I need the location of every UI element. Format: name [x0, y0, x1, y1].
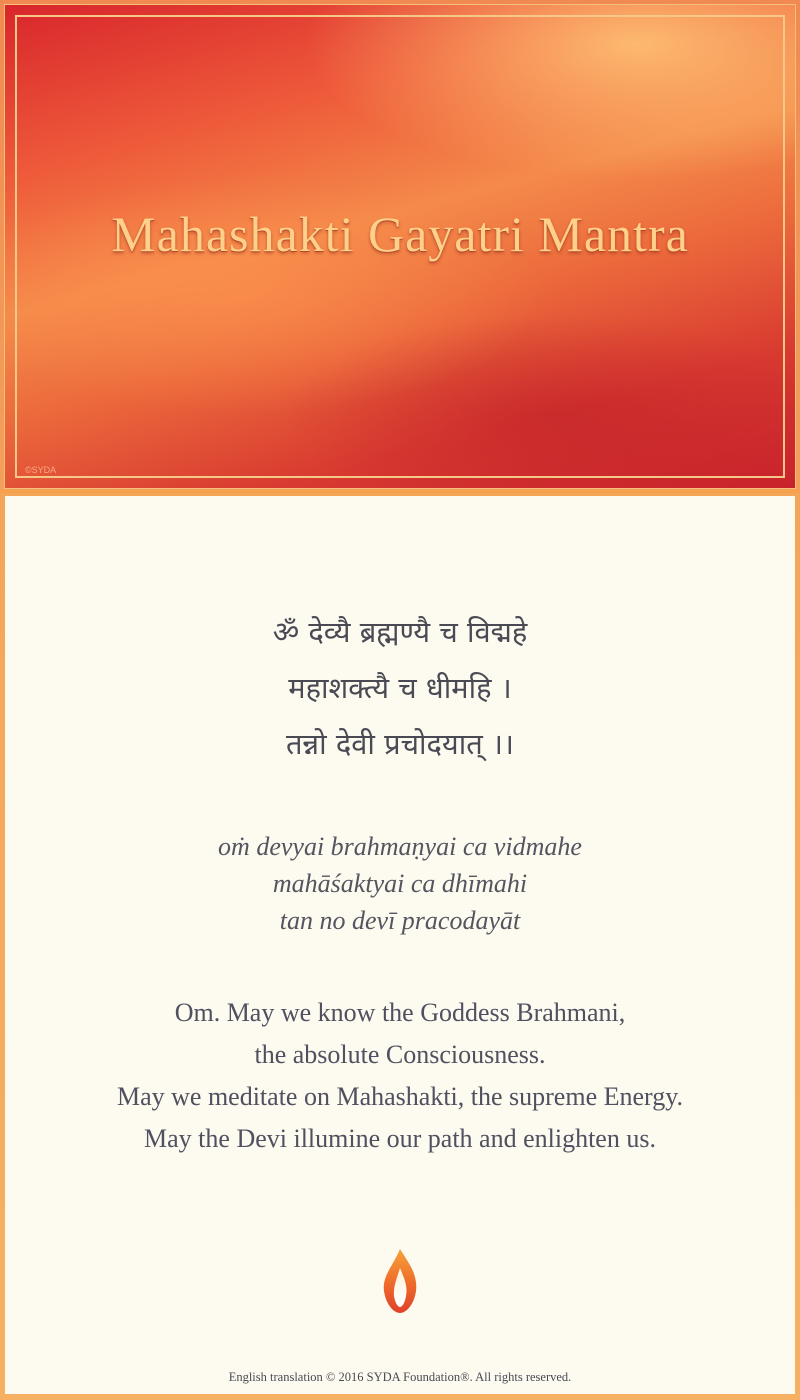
transliteration-line-3: tan no devī pracodayāt — [279, 906, 521, 935]
title-banner — [0, 0, 800, 493]
english-translation — [5, 992, 795, 1160]
sanskrit-verse — [5, 604, 795, 772]
mantra-text-panel — [5, 496, 795, 1394]
translation-line-2: the absolute Consciousness. — [254, 1040, 546, 1069]
sanskrit-line-1: ॐ देव्यै ब्रह्मण्यै च विद्महे — [272, 615, 528, 649]
banner-background — [4, 4, 796, 489]
sanskrit-line-2: महाशक्त्यै च धीमहि । — [288, 671, 512, 705]
translation-line-3: May we meditate on Mahashakti, the supreme Energy. — [116, 1082, 684, 1111]
translation-line-1: Om. May we know the Goddess Brahmani, — [174, 998, 626, 1027]
transliteration-line-2: mahāśaktyai ca dhīmahi — [272, 869, 528, 898]
banner-title: Mahashakti Gayatri Mantra — [111, 206, 689, 262]
transliteration-verse — [5, 828, 795, 939]
sanskrit-line-3: तन्नो देवी प्रचोदयात् ।। — [286, 727, 514, 761]
copyright-footer: English translation © 2016 SYDA Foundation®. All rights reserved. — [228, 1370, 572, 1384]
banner-copyright: ©SYDA — [25, 465, 57, 475]
flame-icon — [381, 1248, 419, 1314]
transliteration-line-1: oṁ devyai brahmaṇyai ca vidmahe — [218, 832, 582, 861]
translation-line-4: May the Devi illumine our path and enlighten us. — [144, 1124, 656, 1153]
